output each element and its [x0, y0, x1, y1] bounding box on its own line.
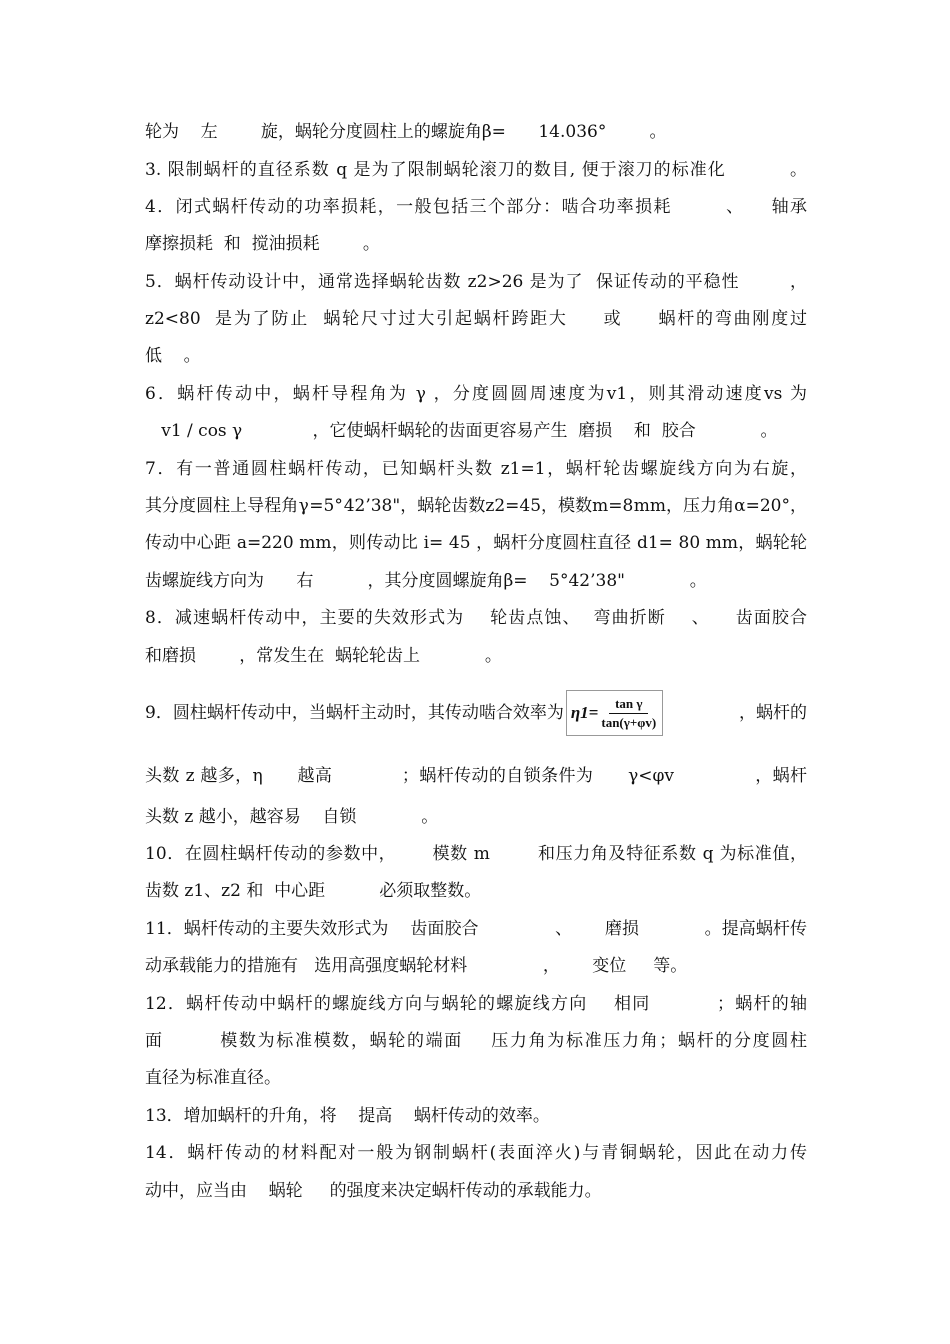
text-line: 动中，应当由 蜗轮 的强度来决定蜗杆传动的承载能力。: [145, 1181, 602, 1201]
text-line: 轮为 左 旋，蜗轮分度圆柱上的螺旋角β= 14.036° 。: [145, 122, 667, 142]
formula-denominator: tan(γ+φv): [601, 714, 657, 730]
text-line: 摩擦损耗 和 搅油损耗 。: [145, 234, 380, 254]
text-line: 12．蜗杆传动中蜗杆的螺旋线方向与蜗轮的螺旋线方向 相同 ；蜗杆的轴: [145, 994, 807, 1014]
text-line: 和磨损 ，常发生在 蜗轮轮齿上 。: [145, 646, 502, 666]
item-9-line: [145, 690, 807, 736]
text-line: 14．蜗杆传动的材料配对一般为钢制蜗杆(表面淬火)与青铜蜗轮，因此在动力传: [145, 1143, 807, 1163]
text-line: 6．蜗杆传动中，蜗杆导程角为 γ ，分度圆圆周速度为v1，则其滑动速度vs 为: [145, 384, 807, 404]
formula-lhs: η1=: [570, 703, 599, 722]
text-line: 头数 z 越小，越容易 自锁 。: [145, 807, 439, 827]
text-line: 齿数 z1、z2 和 中心距 必须取整数。: [145, 881, 482, 901]
text-line: 头数 z 越多，η 越高 ；蜗杆传动的自锁条件为 γ<φv ，蜗杆: [145, 766, 807, 786]
text-line: 10．在圆柱蜗杆传动的参数中， 模数 m 和压力角及特征系数 q 为标准值，: [145, 844, 807, 864]
text-line: 齿螺旋线方向为 右 ，其分度圆螺旋角β= 5°42’38" 。: [145, 571, 707, 591]
text-line: 传动中心距 a=220 mm，则传动比 i= 45 ，蜗杆分度圆柱直径 d1= 80 mm，蜗轮轮: [145, 533, 807, 553]
text-line: 8．减速蜗杆传动中，主要的失效形式为 轮齿点蚀、 弯曲折断 、 齿面胶合: [145, 608, 807, 628]
text-line: 7．有一普通圆柱蜗杆传动，已知蜗杆头数 z1=1，蜗杆轮齿螺旋线方向为右旋，: [145, 459, 807, 479]
text-line: 直径为标准直径。: [145, 1068, 281, 1088]
formula-numerator: tan γ: [609, 695, 648, 714]
text-line: 5．蜗杆传动设计中，通常选择蜗轮齿数 z2>26 是为了 保证传动的平稳性 ，: [145, 272, 807, 292]
text-line: 面 模数为标准模数，蜗轮的端面 压力角为标准压力角；蜗杆的分度圆柱: [145, 1031, 807, 1051]
text-line: 11．蜗杆传动的主要失效形式为 齿面胶合 、 磨损 。提高蜗杆传: [145, 919, 807, 939]
text-line: 13．增加蜗杆的升角，将 提高 蜗杆传动的效率。: [145, 1106, 550, 1126]
formula-fraction: [601, 695, 656, 732]
text-segment: 9．圆柱蜗杆传动中，当蜗杆主动时，其传动啮合效率为: [145, 703, 564, 723]
text-segment: ，蜗杆的: [739, 703, 807, 723]
text-line: 3. 限制蜗杆的直径系数 q 是为了限制蜗轮滚刀的数目, 便于滚刀的标准化 。: [145, 160, 807, 180]
text-line: z2<80 是为了防止 蜗轮尺寸过大引起蜗杆跨距大 或 蜗杆的弯曲刚度过: [145, 309, 807, 329]
text-line: 动承载能力的措施有 选用高强度蜗轮材料 ， 变位 等。: [145, 956, 688, 976]
efficiency-formula: [566, 690, 663, 736]
text-line: 其分度圆柱上导程角 γ =5° 42’38"，蜗轮齿数z2=45，模数m=8 mm，压力角α=20°，: [145, 496, 807, 516]
text-line: v1 / cos γ ，它使蜗杆蜗轮的齿面更容易产生 磨损 和 胶合 。: [145, 421, 778, 441]
text-line: 4．闭式蜗杆传动的功率损耗，一般包括三个部分：啮合功率损耗 、 轴承: [145, 197, 807, 217]
text-line: 低 。: [145, 346, 201, 366]
